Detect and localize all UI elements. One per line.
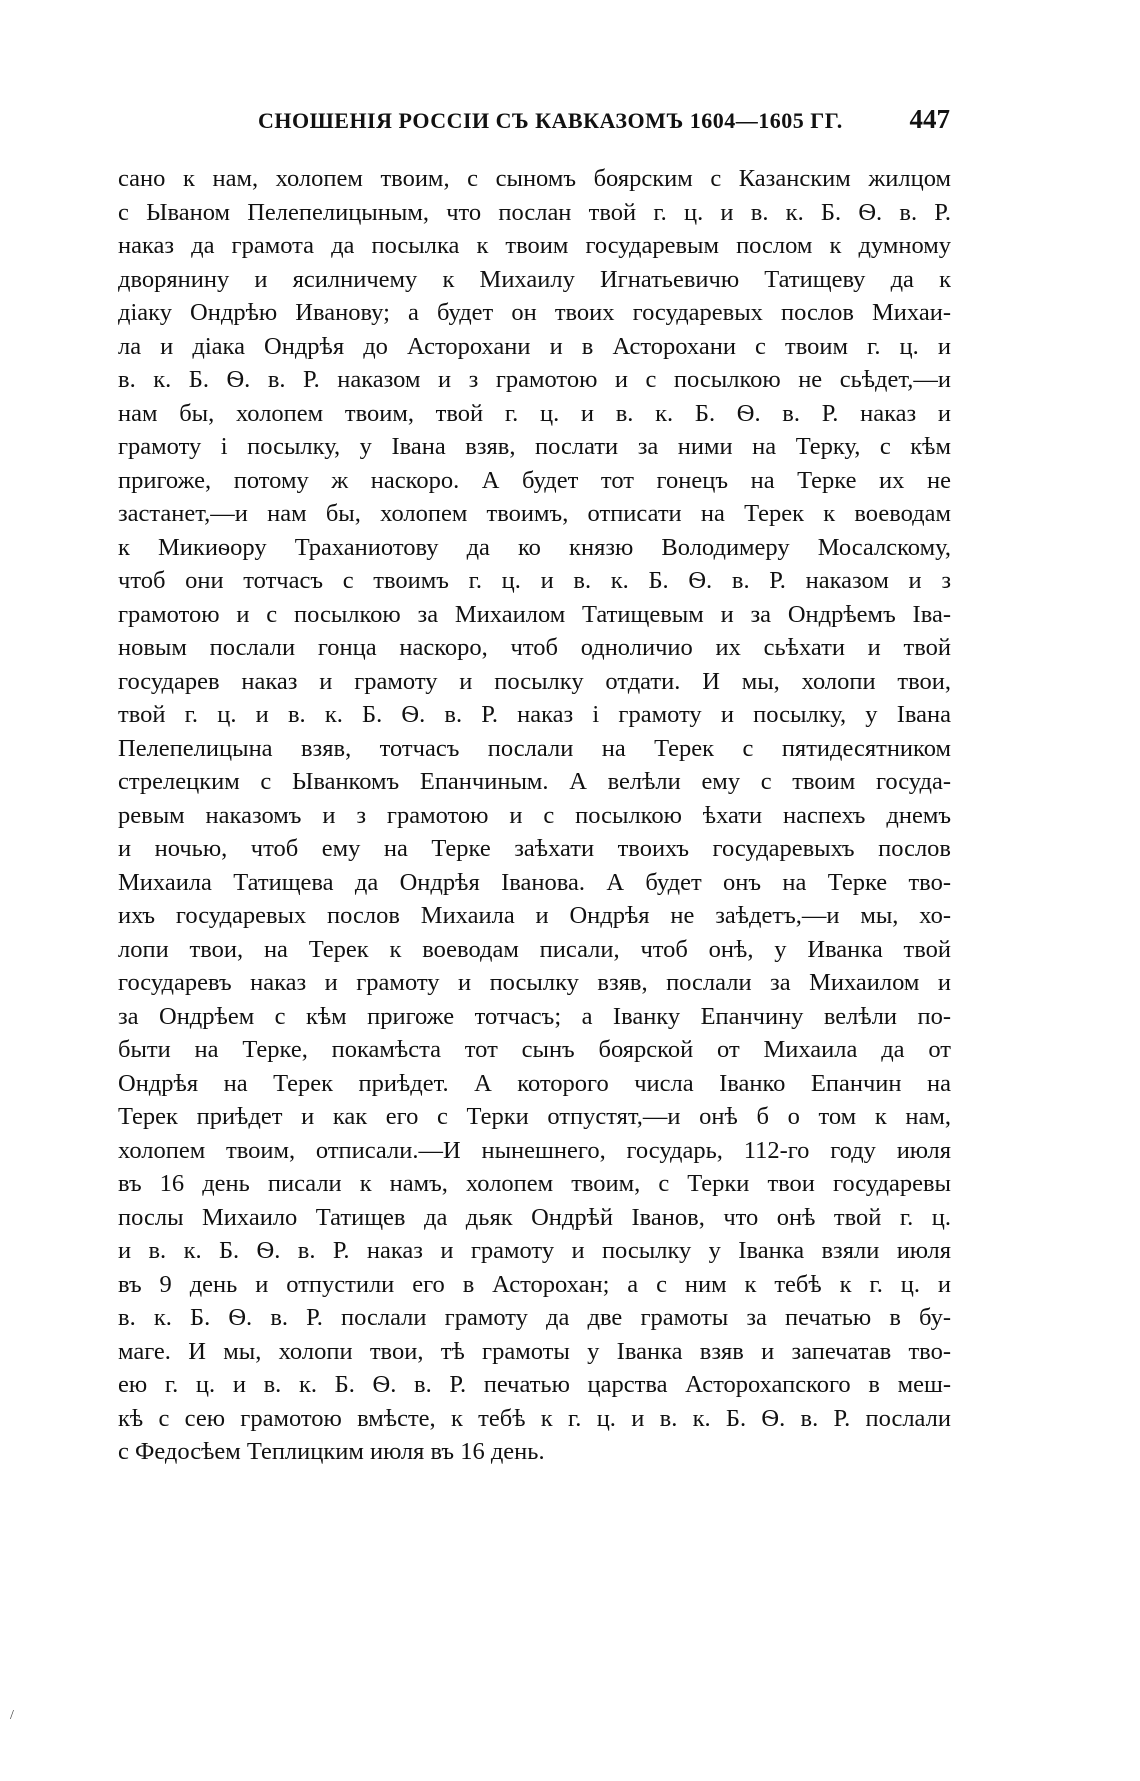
- text-line: государев наказ и грамоту и посылку отдати. И мы, холопи твои,: [118, 667, 951, 695]
- text-line: сано к нам, холопем твоим, с сыномъ боярским с Казанским жилцом: [118, 165, 951, 192]
- text-line: с Федосѣем Теплицким июля въ 16 день.: [118, 1438, 545, 1465]
- text-line: быти на Терке, покамѣста тот сынъ боярской от Михаила да от: [118, 1036, 951, 1063]
- page-number: 447: [909, 104, 950, 134]
- text-line: стрелецким с Ыванкомъ Епанчиным. А велѣли ему с твоим госуда-: [118, 768, 951, 795]
- text-line: кѣ с сею грамотою вмѣсте, к тебѣ к г. ц. и в. к. Б. Ѳ. в. Р. послали: [118, 1404, 951, 1432]
- text-line: ла и діака Ондрѣя до Асторохани и в Асторохани с твоим г. ц. и: [118, 332, 951, 360]
- text-line: дворянину и ясилничему к Михаилу Игнатьевичю Татищеву да к: [118, 265, 951, 293]
- text-line: послы Михаило Татищев да дьяк Ондрѣй Іванов, что онѣ твой г. ц.: [118, 1203, 951, 1231]
- text-line: Терек приѣдет и как его с Терки отпустят,—и онѣ б о том к нам,: [118, 1103, 951, 1130]
- text-line: к Микиѳору Траханиотову да ко князю Володимеру Мосалскому,: [118, 533, 951, 561]
- text-line: с Ываном Пелепелицыным, что послан твой г. ц. и в. к. Б. Ѳ. в. Р.: [118, 198, 951, 226]
- text-line: Пелепелицына взяв, тотчасъ послали на Терек с пятидесятником: [118, 734, 951, 762]
- text-line: грамотою и с посылкою за Михаилом Татищевым и за Ондрѣемъ Іва-: [118, 600, 951, 628]
- text-line: за Ондрѣем с кѣм пригоже тотчасъ; а Іванку Епанчину велѣли по-: [118, 1002, 951, 1030]
- text-line: пригоже, потому ж наскоро. А будет тот гонецъ на Терке их не: [118, 466, 951, 494]
- text-line: въ 16 день писали к намъ, холопем твоим, с Терки твои государевы: [118, 1170, 951, 1197]
- text-line: діаку Ондрѣю Иванову; а будет он твоих государевых послов Михаи-: [118, 299, 951, 326]
- text-line: лопи твои, на Терек к воеводам писали, чтоб онѣ, у Иванка твой: [118, 935, 951, 963]
- text-line: и ночью, чтоб ему на Терке заѣхати твоихъ государевыхъ послов: [118, 835, 951, 862]
- text-line: наказ да грамота да посылка к твоим государевым послом к думному: [118, 232, 951, 259]
- text-line: новым послали гонца наскоро, чтоб одноличио их сьѣхати и твой: [118, 634, 951, 661]
- scan-mark: /: [10, 1708, 14, 1723]
- text-line: государевъ наказ и грамоту и посылку взяв, послали за Михаилом и: [118, 969, 951, 996]
- text-line: ею г. ц. и в. к. Б. Ѳ. в. Р. печатью царства Асторохапского в меш-: [118, 1371, 951, 1398]
- text-line: грамоту і посылку, у Івана взяв, послати за ними на Терку, с кѣм: [118, 433, 951, 460]
- text-line: твой г. ц. и в. к. Б. Ѳ. в. Р. наказ і грамоту и посылку, у Івана: [118, 701, 951, 728]
- text-line: Ондрѣя на Терек приѣдет. А которого числа Іванко Епанчин на: [118, 1069, 951, 1097]
- text-line: въ 9 день и отпустили его в Асторохан; а с ним к тебѣ к г. ц. и: [118, 1270, 951, 1298]
- text-line: ревым наказомъ и з грамотою и с посылкою ѣхати наспехъ днемъ: [118, 801, 951, 829]
- text-line: и в. к. Б. Ѳ. в. Р. наказ и грамоту и посылку у Іванка взяли июля: [118, 1237, 951, 1264]
- text-line: в. к. Б. Ѳ. в. Р. послали грамоту да две грамоты за печатью в бу-: [118, 1304, 951, 1331]
- text-line: холопем твоим, отписали.—И нынешнего, государь, 112-го году июля: [118, 1136, 951, 1164]
- text-line: маге. И мы, холопи твои, тѣ грамоты у Іванка взяв и запечатав тво-: [118, 1337, 951, 1365]
- text-line: ихъ государевых послов Михаила и Ондрѣя не заѣдетъ,—и мы, хо-: [118, 902, 951, 929]
- body-text: [118, 162, 951, 1469]
- page-header: [128, 104, 950, 140]
- text-line: чтоб они тотчасъ с твоимъ г. ц. и в. к. Б. Ѳ. в. Р. наказом и з: [118, 567, 951, 594]
- running-head: СНОШЕНІЯ РОССІИ СЪ КАВКАЗОМЪ 1604—1605 ГГ.: [258, 108, 843, 133]
- text-line: нам бы, холопем твоим, твой г. ц. и в. к. Б. Ѳ. в. Р. наказ и: [118, 399, 951, 427]
- text-line: Михаила Татищева да Ондрѣя Іванова. А будет онъ на Терке тво-: [118, 868, 951, 896]
- text-line: застанет,—и нам бы, холопем твоимъ, отписати на Терек к воеводам: [118, 500, 951, 527]
- text-line: в. к. Б. Ѳ. в. Р. наказом и з грамотою и с посылкою не сьѣдет,—и: [118, 366, 951, 393]
